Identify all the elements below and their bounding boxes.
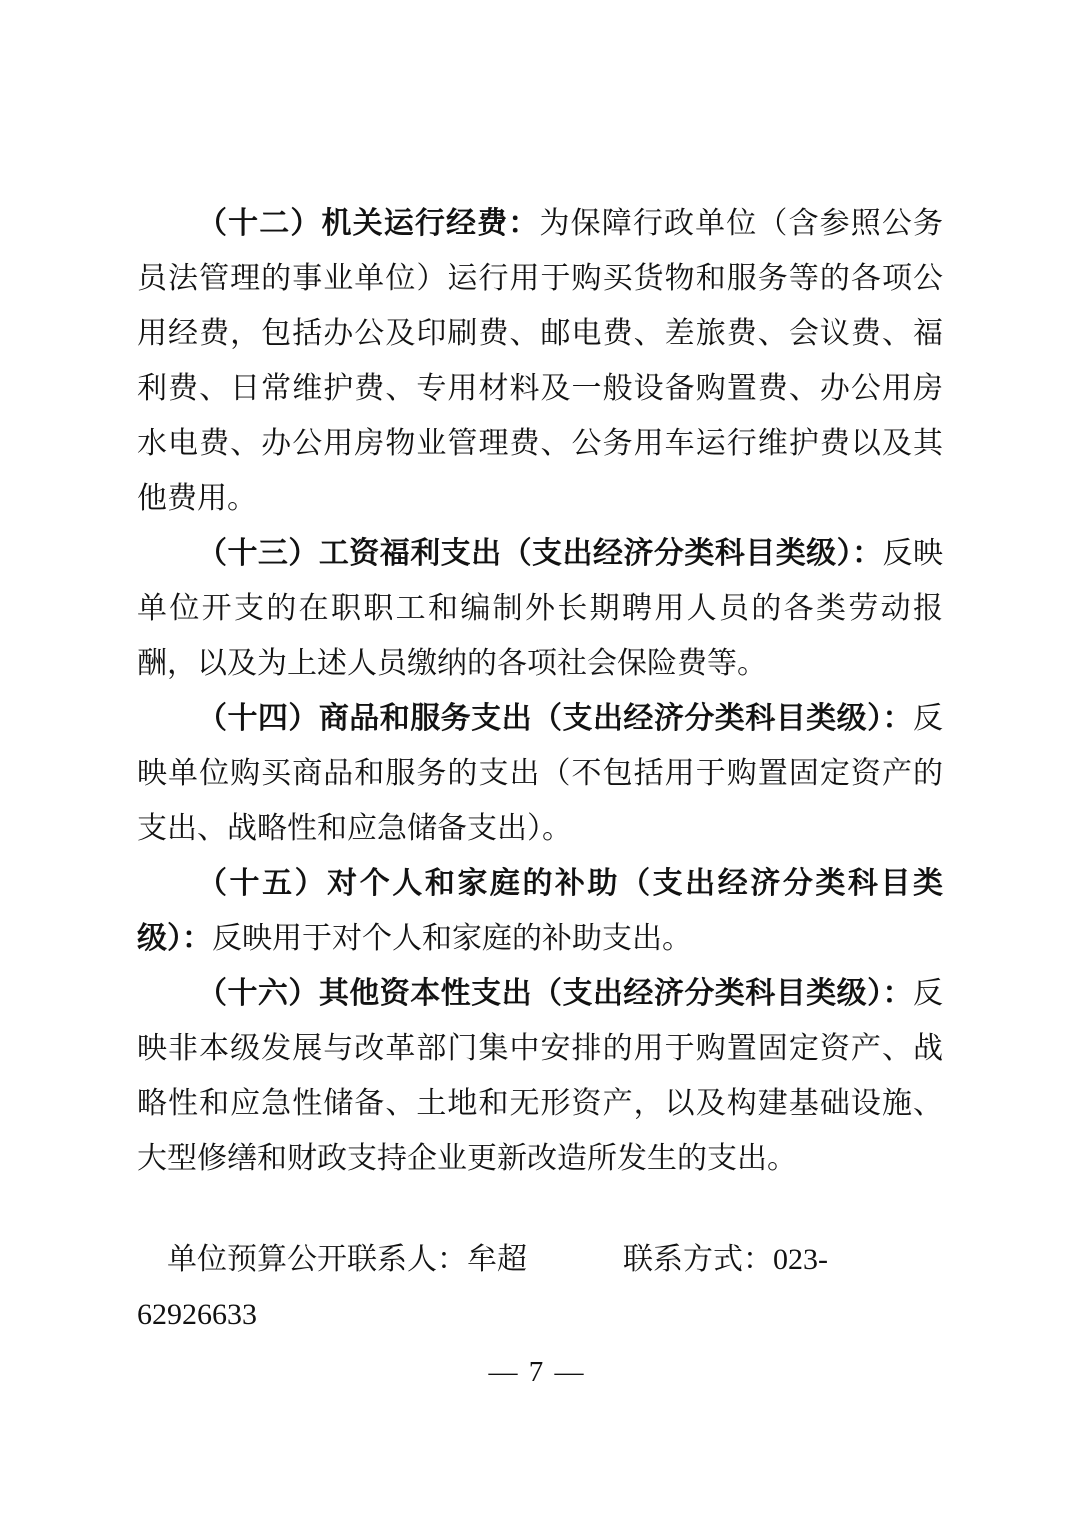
- paragraph-item-13: [137, 526, 943, 691]
- page-number: — 7 —: [488, 1356, 586, 1388]
- paragraph-heading: （十六）其他资本性支出（支出经济分类科目类级）：: [197, 977, 913, 1010]
- contact-phone-number: 023-62926633: [137, 1243, 828, 1331]
- paragraph-heading: （十三）工资福利支出（支出经济分类科目类级）：: [197, 537, 883, 570]
- contact-person-label: 单位预算公开联系人：: [167, 1243, 467, 1276]
- paragraph-body-text: 反映单位开支的在职职工和编制外长期聘用人员的各类劳动报酬，以及为上述人员缴纳的各项社会保险费等。: [137, 537, 944, 680]
- paragraph-item-14: [137, 691, 943, 856]
- contact-phone-label: 联系方式：: [623, 1243, 773, 1276]
- paragraph-item-15: [137, 856, 943, 966]
- paragraph-heading: （十二）机关运行经费：: [197, 207, 540, 240]
- paragraph-heading: （十四）商品和服务支出（支出经济分类科目类级）：: [197, 702, 913, 735]
- paragraph-body-text: 为保障行政单位（含参照公务员法管理的事业单位）运行用于购买货物和服务等的各项公用经费，包括办公及印刷费、邮电费、差旅费、会议费、福利费、日常维护费、专用材料及一般设备购置费、办公用房水电费、办公用房物业管理费、公务用车运行维护费以及其他费用。: [137, 207, 944, 515]
- paragraph-body-text: 反映非本级发展与改革部门集中安排的用于购置固定资产、战略性和应急性储备、土地和无形资产，以及构建基础设施、大型修缮和财政支持企业更新改造所发生的支出。: [137, 977, 943, 1175]
- paragraph-item-16: [137, 966, 943, 1186]
- contact-line: [137, 1232, 943, 1342]
- paragraph-body-text: 反映单位购买商品和服务的支出（不包括用于购置固定资产的支出、战略性和应急储备支出）。: [137, 702, 943, 845]
- paragraph-item-12: [137, 196, 943, 526]
- paragraph-heading: （十五）对个人和家庭的补助（支出经济分类科目类级）：: [137, 867, 943, 955]
- contact-person-name: 牟超: [467, 1243, 527, 1276]
- paragraph-body-text: 反映用于对个人和家庭的补助支出。: [212, 922, 692, 955]
- document-body: [137, 196, 943, 1342]
